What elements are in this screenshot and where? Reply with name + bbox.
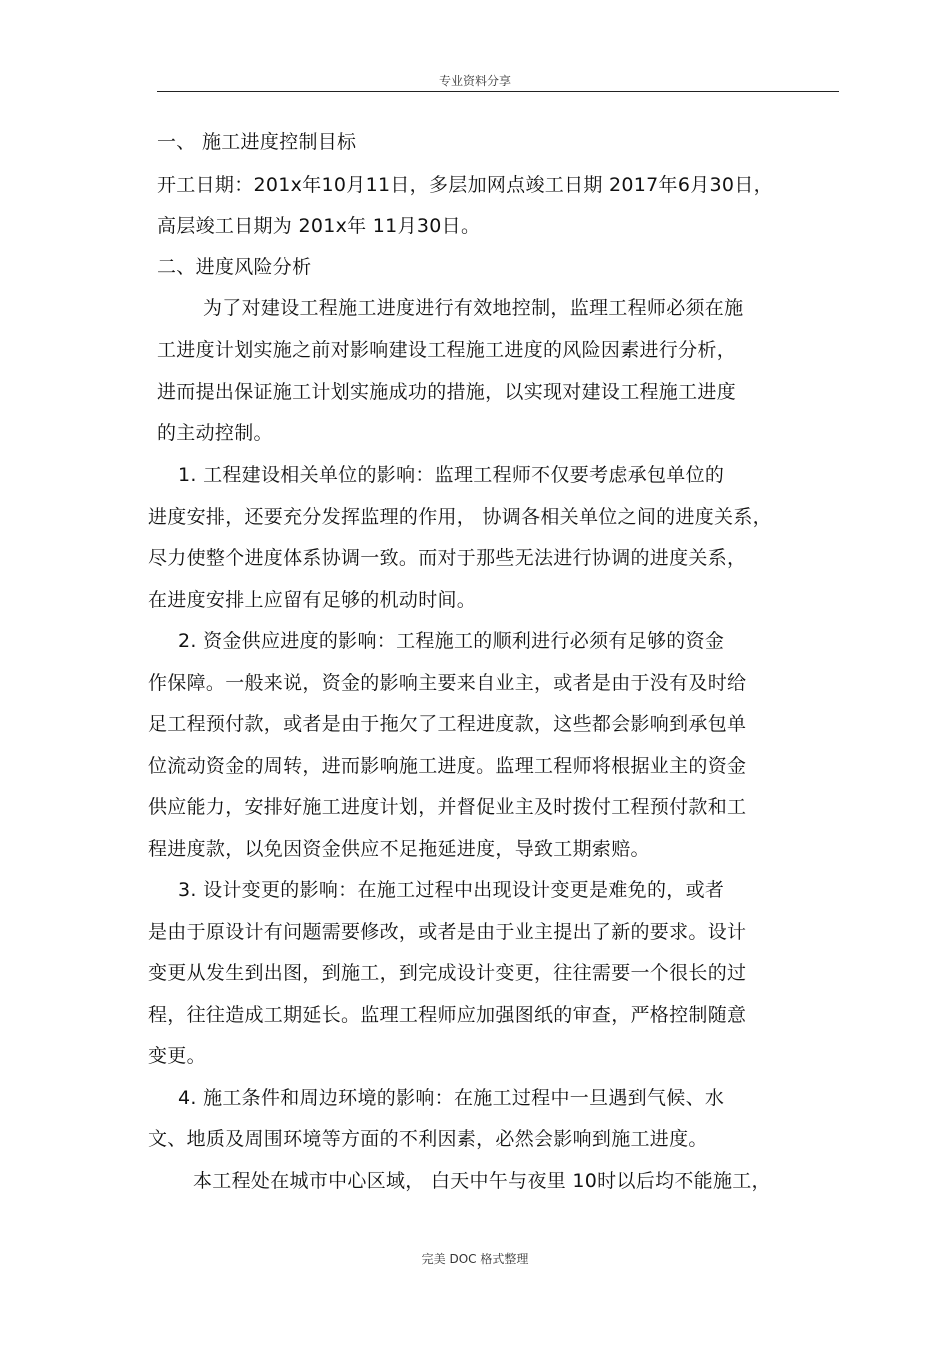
intro-line2: 工进度计划实施之前对影响建设工程施工进度的风险因素进行分析， bbox=[157, 339, 737, 361]
item2-line2: 作保障。一般来说，资金的影响主要来自业主，或者是由于没有及时给 bbox=[148, 672, 747, 694]
page-footer: 完美 DOC 格式整理 bbox=[421, 1252, 529, 1266]
item1-line3: 尽力使整个进度体系协调一致。而对于那些无法进行协调的进度关系， bbox=[148, 547, 747, 569]
section1-line2: 高层竣工日期为 201x年 11月30日。 bbox=[157, 215, 481, 237]
item2-line4: 位流动资金的周转，进而影响施工进度。监理工程师将根据业主的资金 bbox=[148, 755, 747, 777]
item2-line5: 供应能力，安排好施工进度计划，并督促业主及时拨付工程预付款和工 bbox=[148, 796, 747, 818]
section1-title: 一、 施工进度控制目标 bbox=[157, 131, 357, 153]
item2-line6: 程进度款，以免因资金供应不足拖延进度，导致工期索赔。 bbox=[148, 838, 650, 860]
page-header: 专业资料分享 bbox=[438, 74, 511, 88]
item3-line4: 程，往往造成工期延长。监理工程师应加强图纸的审查，严格控制随意 bbox=[148, 1004, 747, 1026]
section2-title: 二、进度风险分析 bbox=[157, 256, 312, 278]
item4-line1: 4. 施工条件和周边环境的影响：在施工过程中一旦遇到气候、水 bbox=[178, 1087, 725, 1109]
item3-line2: 是由于原设计有问题需要修改，或者是由于业主提出了新的要求。设计 bbox=[148, 921, 747, 943]
item3-line3: 变更从发生到出图，到施工，到完成设计变更，往往需要一个很长的过 bbox=[148, 962, 747, 984]
item3-line1: 3. 设计变更的影响：在施工过程中出现设计变更是难免的，或者 bbox=[178, 879, 725, 901]
item1-line1: 1. 工程建设相关单位的影响：监理工程师不仅要考虑承包单位的 bbox=[178, 464, 725, 486]
item2-line3: 足工程预付款，或者是由于拖欠了工程进度款，这些都会影响到承包单 bbox=[148, 713, 747, 735]
item4-line2: 文、地质及周围环境等方面的不利因素，必然会影响到施工进度。 bbox=[148, 1128, 708, 1150]
last-line: 本工程处在城市中心区域， 白天中午与夜里 10时以后均不能施工， bbox=[193, 1170, 771, 1192]
item3-line5: 变更。 bbox=[148, 1045, 206, 1067]
item2-line1: 2. 资金供应进度的影响：工程施工的顺利进行必须有足够的资金 bbox=[178, 630, 725, 652]
intro-line3: 进而提出保证施工计划实施成功的措施，以实现对建设工程施工进度 bbox=[157, 381, 737, 403]
header-divider bbox=[157, 91, 839, 92]
item1-line2: 进度安排，还要充分发挥监理的作用， 协调各相关单位之间的进度关系， bbox=[148, 506, 772, 528]
intro-line1: 为了对建设工程施工进度进行有效地控制，监理工程师必须在施 bbox=[203, 297, 744, 319]
section1-line1: 开工日期：201x年10月11日，多层加网点竣工日期 2017年6月30日， bbox=[157, 174, 773, 196]
intro-line4: 的主动控制。 bbox=[157, 422, 273, 444]
item1-line4: 在进度安排上应留有足够的机动时间。 bbox=[148, 589, 477, 611]
